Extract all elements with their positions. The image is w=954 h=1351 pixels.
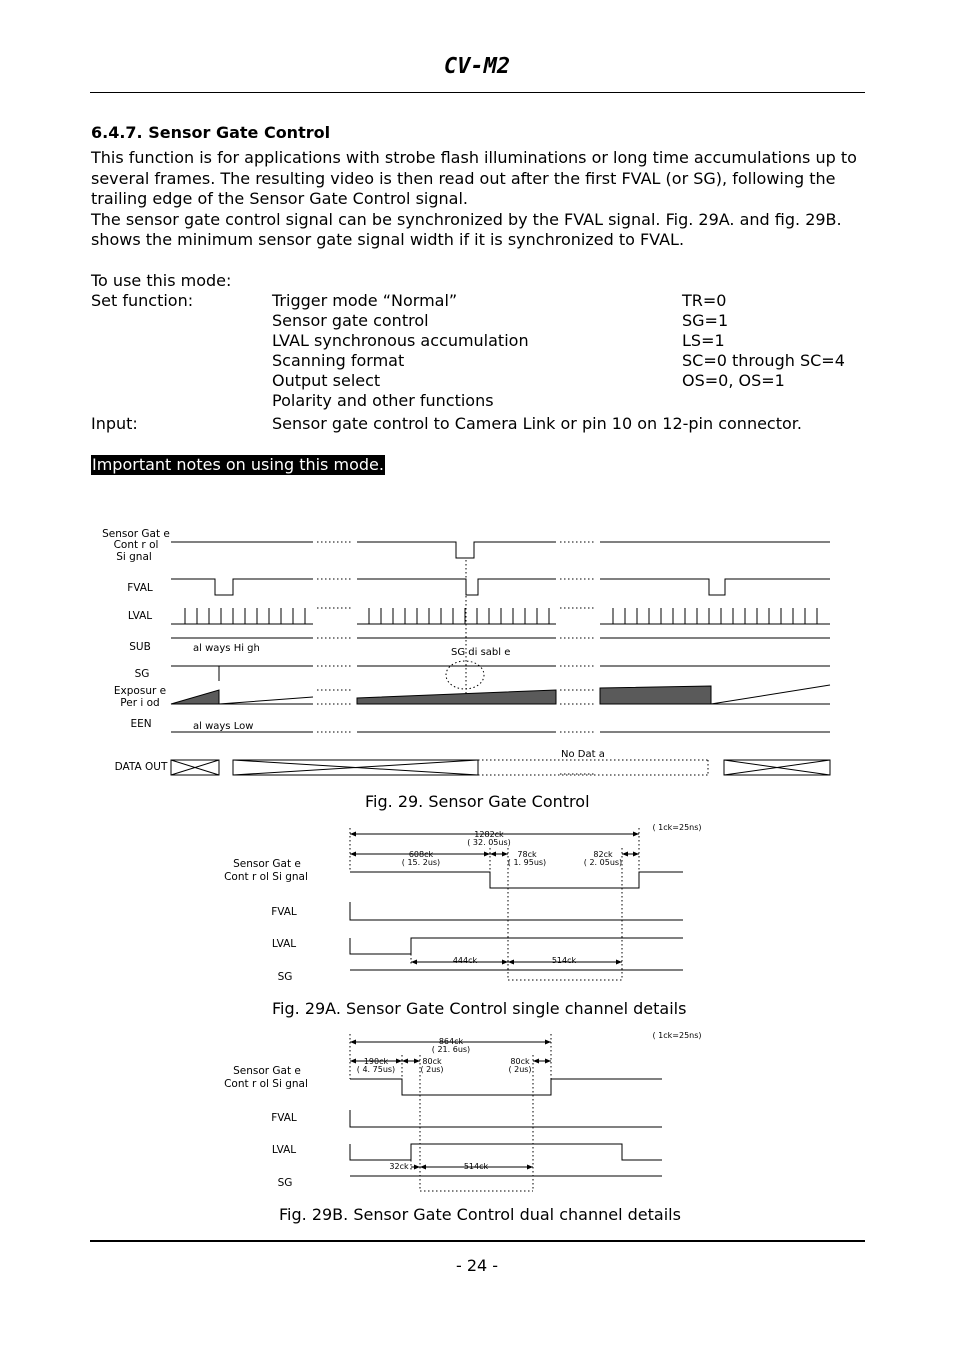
fig29-break-dots <box>317 542 596 774</box>
function-values <box>682 291 845 391</box>
intro-paragraph <box>91 148 871 251</box>
fig29a-t1-ck: 608ck <box>408 850 434 859</box>
fig29-sgc-waveform <box>171 542 830 558</box>
function-name: Output select <box>272 371 381 390</box>
input-value: Sensor gate control to Camera Link or pin 10 on 12-pin connector. <box>272 414 802 433</box>
fig29b-fval-waveform <box>350 1110 662 1127</box>
function-value: LS=1 <box>682 331 725 350</box>
fig29-lval-pulses <box>185 608 817 624</box>
function-name: LVAL synchronous accumulation <box>272 331 529 350</box>
fig29a-lval-label: LVAL <box>271 938 297 950</box>
fig29-een-note: al ways Low <box>193 721 254 732</box>
fig29b-sg-label: SG <box>277 1177 293 1189</box>
function-name: Polarity and other functions <box>272 391 494 410</box>
input-label: Input: <box>91 414 138 433</box>
page-number: - 24 - <box>455 1256 499 1275</box>
use-mode-label: To use this mode: <box>91 271 232 290</box>
fig29a-sgc-label: Cont r ol Si gnal <box>224 871 308 883</box>
fig29b-t1-us: ( 4. 75us) <box>356 1065 396 1074</box>
function-name: Trigger mode “Normal” <box>272 291 458 310</box>
fig29b-timing-diagram <box>0 1026 954 1206</box>
para-line: several frames. The resulting video is then read out after the first FVAL (or SG), following the <box>91 168 836 188</box>
document-title: CV-M2 <box>443 54 511 79</box>
fig29b-t2-ck: 80ck <box>422 1057 442 1066</box>
fig29-lval-label: LVAL <box>127 610 153 622</box>
fig29a-t4-ck: 444ck <box>452 956 478 965</box>
fig29a-t1-us: ( 15. 2us) <box>401 858 441 867</box>
set-function-label: Set function: <box>91 291 194 310</box>
fig29b-lval-label: LVAL <box>271 1144 297 1156</box>
fig29a-timing-diagram <box>0 820 954 1000</box>
fig29b-t1-ck: 190ck <box>363 1057 389 1066</box>
para-line: The sensor gate control signal can be synchronized by the FVAL signal. Fig. 29A. and fig. 29B. <box>91 209 842 229</box>
fig29-exposure-label: Exposur e <box>113 685 167 697</box>
fig29b-sgc-label: Cont r ol Si gnal <box>224 1078 308 1090</box>
fig29-dataout-label: DATA OUT <box>114 761 168 773</box>
function-value: SG=1 <box>682 311 729 330</box>
fig29b-clock-note: ( 1ck=25ns) <box>652 1031 702 1040</box>
fig29b-total-us: ( 21. 6us) <box>431 1045 471 1054</box>
fig29a-t2-ck: 78ck <box>517 850 537 859</box>
fig29a-fval-waveform <box>350 902 683 920</box>
fig29a-sgc-label: Sensor Gat e <box>233 858 301 870</box>
fig29-een-label: EEN <box>130 718 152 730</box>
fig29a-total-us: ( 32. 05us) <box>467 838 511 847</box>
fig29-fval-waveform <box>171 579 830 595</box>
fig29a-t3-ck: 82ck <box>593 850 613 859</box>
function-value: OS=0, OS=1 <box>682 371 785 390</box>
fig29b-fval-label: FVAL <box>271 1112 297 1124</box>
para-line: trailing edge of the Sensor Gate Control signal. <box>91 189 468 208</box>
fig29-sub-note: al ways Hi gh <box>193 643 260 654</box>
fig29b-t3-us: ( 2us) <box>508 1065 532 1074</box>
fig29-fval-label: FVAL <box>127 582 153 594</box>
fig29-sgc-label: Sensor Gat e <box>102 528 170 540</box>
para-line: shows the minimum sensor gate signal width if it is synchronized to FVAL. <box>91 230 685 249</box>
fig29-sg-label: SG <box>134 668 150 680</box>
fig29a-t5-ck: 514ck <box>551 956 577 965</box>
fig29-sg-waveform <box>171 666 830 681</box>
fig29b-sgc-label: Sensor Gat e <box>233 1065 301 1077</box>
fig29-caption: Fig. 29. Sensor Gate Control <box>365 792 590 811</box>
fig29b-t5-ck: 514ck <box>463 1162 489 1171</box>
function-name: Sensor gate control <box>272 311 429 330</box>
fig29-exposure-fill <box>357 690 556 704</box>
fig29b-caption: Fig. 29B. Sensor Gate Control dual channel details <box>279 1205 681 1224</box>
function-name: Scanning format <box>272 351 405 370</box>
fig29a-sg-label: SG <box>277 971 293 983</box>
fig29-sg-disable-note: SG di sabl e <box>451 647 511 658</box>
fig29a-fval-label: FVAL <box>271 906 297 918</box>
important-notes-heading: Important notes on using this mode. <box>92 455 384 474</box>
fig29-sgc-label: Si gnal <box>116 551 152 563</box>
function-list <box>272 291 529 411</box>
fig29-timing-diagram <box>0 520 954 790</box>
fig29b-total-ck: 864ck <box>438 1037 464 1046</box>
fig29a-total-ck: 1282ck <box>474 830 504 839</box>
fig29a-t3-us: ( 2. 05us) <box>583 858 623 867</box>
fig29b-sgc-waveform <box>350 1079 662 1095</box>
header-rule <box>90 92 865 93</box>
fig29a-caption: Fig. 29A. Sensor Gate Control single channel details <box>272 999 687 1018</box>
fig29-exposure-label: Per i od <box>120 697 160 709</box>
function-value: TR=0 <box>682 291 727 310</box>
fig29-sub-label: SUB <box>129 641 151 653</box>
fig29-no-data-note: No Dat a <box>561 749 605 760</box>
section-title: 6.4.7. Sensor Gate Control <box>91 123 331 142</box>
fig29b-lval-waveform <box>350 1144 662 1160</box>
fig29a-sgc-waveform <box>350 872 683 888</box>
function-value: SC=0 through SC=4 <box>682 351 845 370</box>
fig29-sg-disable-circle <box>446 661 484 689</box>
fig29b-t2-us: ( 2us) <box>420 1065 444 1074</box>
fig29-sgc-label: Cont r ol <box>113 539 159 551</box>
para-line: This function is for applications with strobe flash illuminations or long time accumulations up to <box>91 148 857 167</box>
fig29a-clock-note: ( 1ck=25ns) <box>652 823 702 832</box>
fig29b-t4-ck: 32ck <box>389 1162 409 1171</box>
fig29-exposure-fill <box>600 686 711 704</box>
fig29b-t3-ck: 80ck <box>510 1057 530 1066</box>
fig29a-lval-waveform <box>350 938 683 954</box>
fig29a-t2-us: ( 1. 95us) <box>507 858 547 867</box>
fig29-exposure-fill <box>171 690 219 704</box>
footer-rule <box>90 1240 865 1242</box>
